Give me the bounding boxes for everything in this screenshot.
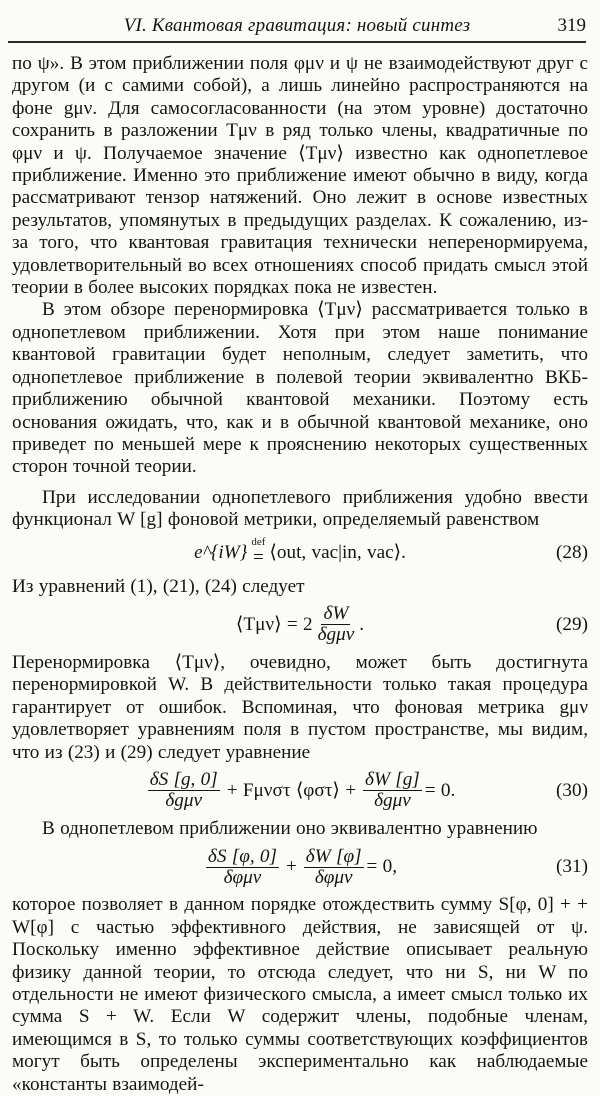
eq28-def: def <box>251 536 266 549</box>
eq29-tail: . <box>359 613 365 635</box>
eq31-tail: = 0, <box>366 856 398 878</box>
paragraph-6: В однопетлевом приближении оно эквивалентно уравнению <box>42 817 538 839</box>
eq30-tail: = 0. <box>424 779 456 801</box>
running-header <box>8 11 586 43</box>
chapter-title: VI. Квантовая гравитация: новый синтез <box>123 15 471 36</box>
paragraph-2: В этом обзоре перенормировка ⟨Tμν⟩ рассматривается только в однопетлевом приближении. Хотя при этом наше понимание квантовой гравитации будет неполным, следует заметить, что однопетлевое приближение в полевой теории эквивалентно ВКБ-приближению обычной квантовой механики. Поэтому есть основания ожидать, что, как и в обычной квантовой механике, оно приведет по меньшей мере к прояснению некоторых существенных сторон точной теории. <box>12 299 588 478</box>
eq31-numerator-2: δW [φ] <box>305 845 362 867</box>
paragraph-5: Перенормировка ⟨Tμν⟩, очевидно, может быть достигнута перенормировкой W. В действительности только такая процедура гарантирует от ошибок. Вспоминая, что фоновая метрика gμν удовлетворяет уравнениям поля в пустом пространстве, мы видим, что из (23) и (29) следует уравнение <box>12 651 588 763</box>
paragraph-4: Из уравнений (1), (21), (24) следует <box>12 575 305 597</box>
equation-29 <box>12 598 588 652</box>
eq30-middle: + Fμνστ ⟨φστ⟩ + <box>226 779 357 801</box>
eq30-denominator-1: δgμν <box>165 790 203 812</box>
equation-30 <box>12 764 588 818</box>
eq29-numerator: δW <box>323 603 349 625</box>
paragraph-3: При исследовании однопетлевого приближения удобно ввести функционал W [g] фоновой метрики, определяемый равенством <box>12 486 588 531</box>
eq30-numerator-2: δW [g] <box>365 769 420 791</box>
eq29-denominator: δgμν <box>317 624 355 646</box>
eq31-numerator-1: δS [φ, 0] <box>207 845 277 867</box>
eq29-lhs: ⟨Tμν⟩ = 2 <box>235 613 313 635</box>
equation-28 <box>12 532 588 576</box>
eq31-number: (31) <box>556 856 588 878</box>
eq31-fraction-1 <box>206 847 279 888</box>
eq28-number: (28) <box>556 542 588 564</box>
eq31-fraction-2 <box>304 847 364 888</box>
equation-31 <box>12 840 588 894</box>
eq31-denominator-1: δφμν <box>223 866 262 888</box>
eq30-numerator-1: δS [g, 0] <box>149 769 218 791</box>
eq31-middle: + <box>285 856 297 878</box>
eq30-fraction-1 <box>148 770 220 811</box>
eq29-number: (29) <box>556 613 588 635</box>
eq28-lhs: e^{iW} <box>194 542 248 564</box>
eq28-rhs: ⟨out, vac|in, vac⟩. <box>269 542 406 564</box>
paragraph-7: которое позволяет в данном порядке отождествить сумму S[φ, 0] + + W[φ] с частью эффективного действия, не зависящей от ψ. Поскольку именно эффективное действие описывает реальную физику данной теории, то отсюда следует, что ни S, ни W по отдельности не имеют физического смысла, а имеет смысл только их сумма S + W. Если W содержит члены, подобные членам, имеющимся в S, то только суммы соответствующих коэффициентов могут быть определены экспериментально как наблюдаемые «константы взаимодей- <box>12 894 588 1095</box>
paragraph-1: по ψ». В этом приближении поля φμν и ψ не взаимодействуют друг с другом (и с самими собой), а лишь линейно распространяются на фоне gμν. Для самосогласованности (на этом уровне) достаточно сохранить в разложении Tμν в ряд только члены, квадратичные по φμν и ψ. Получаемое значение ⟨Tμν⟩ известно как однопетлевое приближение. Именно это приближение имеют обычно в виду, когда рассматривают тензор натяжений. Оно лежит в основе известных результатов, упомянутых в предыдущих разделах. К сожалению, из-за того, что квантовая гравитация технически неперенормируема, удовлетворительный во всех отношениях способ придать смысл этой теории в более высоких порядках пока не известен. <box>12 53 588 299</box>
main-text <box>12 53 588 1096</box>
eq30-number: (30) <box>556 779 588 801</box>
page-number: 319 <box>557 15 586 36</box>
eq29-fraction <box>316 604 357 645</box>
eq30-fraction-2 <box>363 770 422 811</box>
eq31-denominator-2: δφμν <box>314 866 353 888</box>
eq28-equals: = <box>252 547 264 569</box>
eq30-denominator-2: δgμν <box>374 790 411 812</box>
